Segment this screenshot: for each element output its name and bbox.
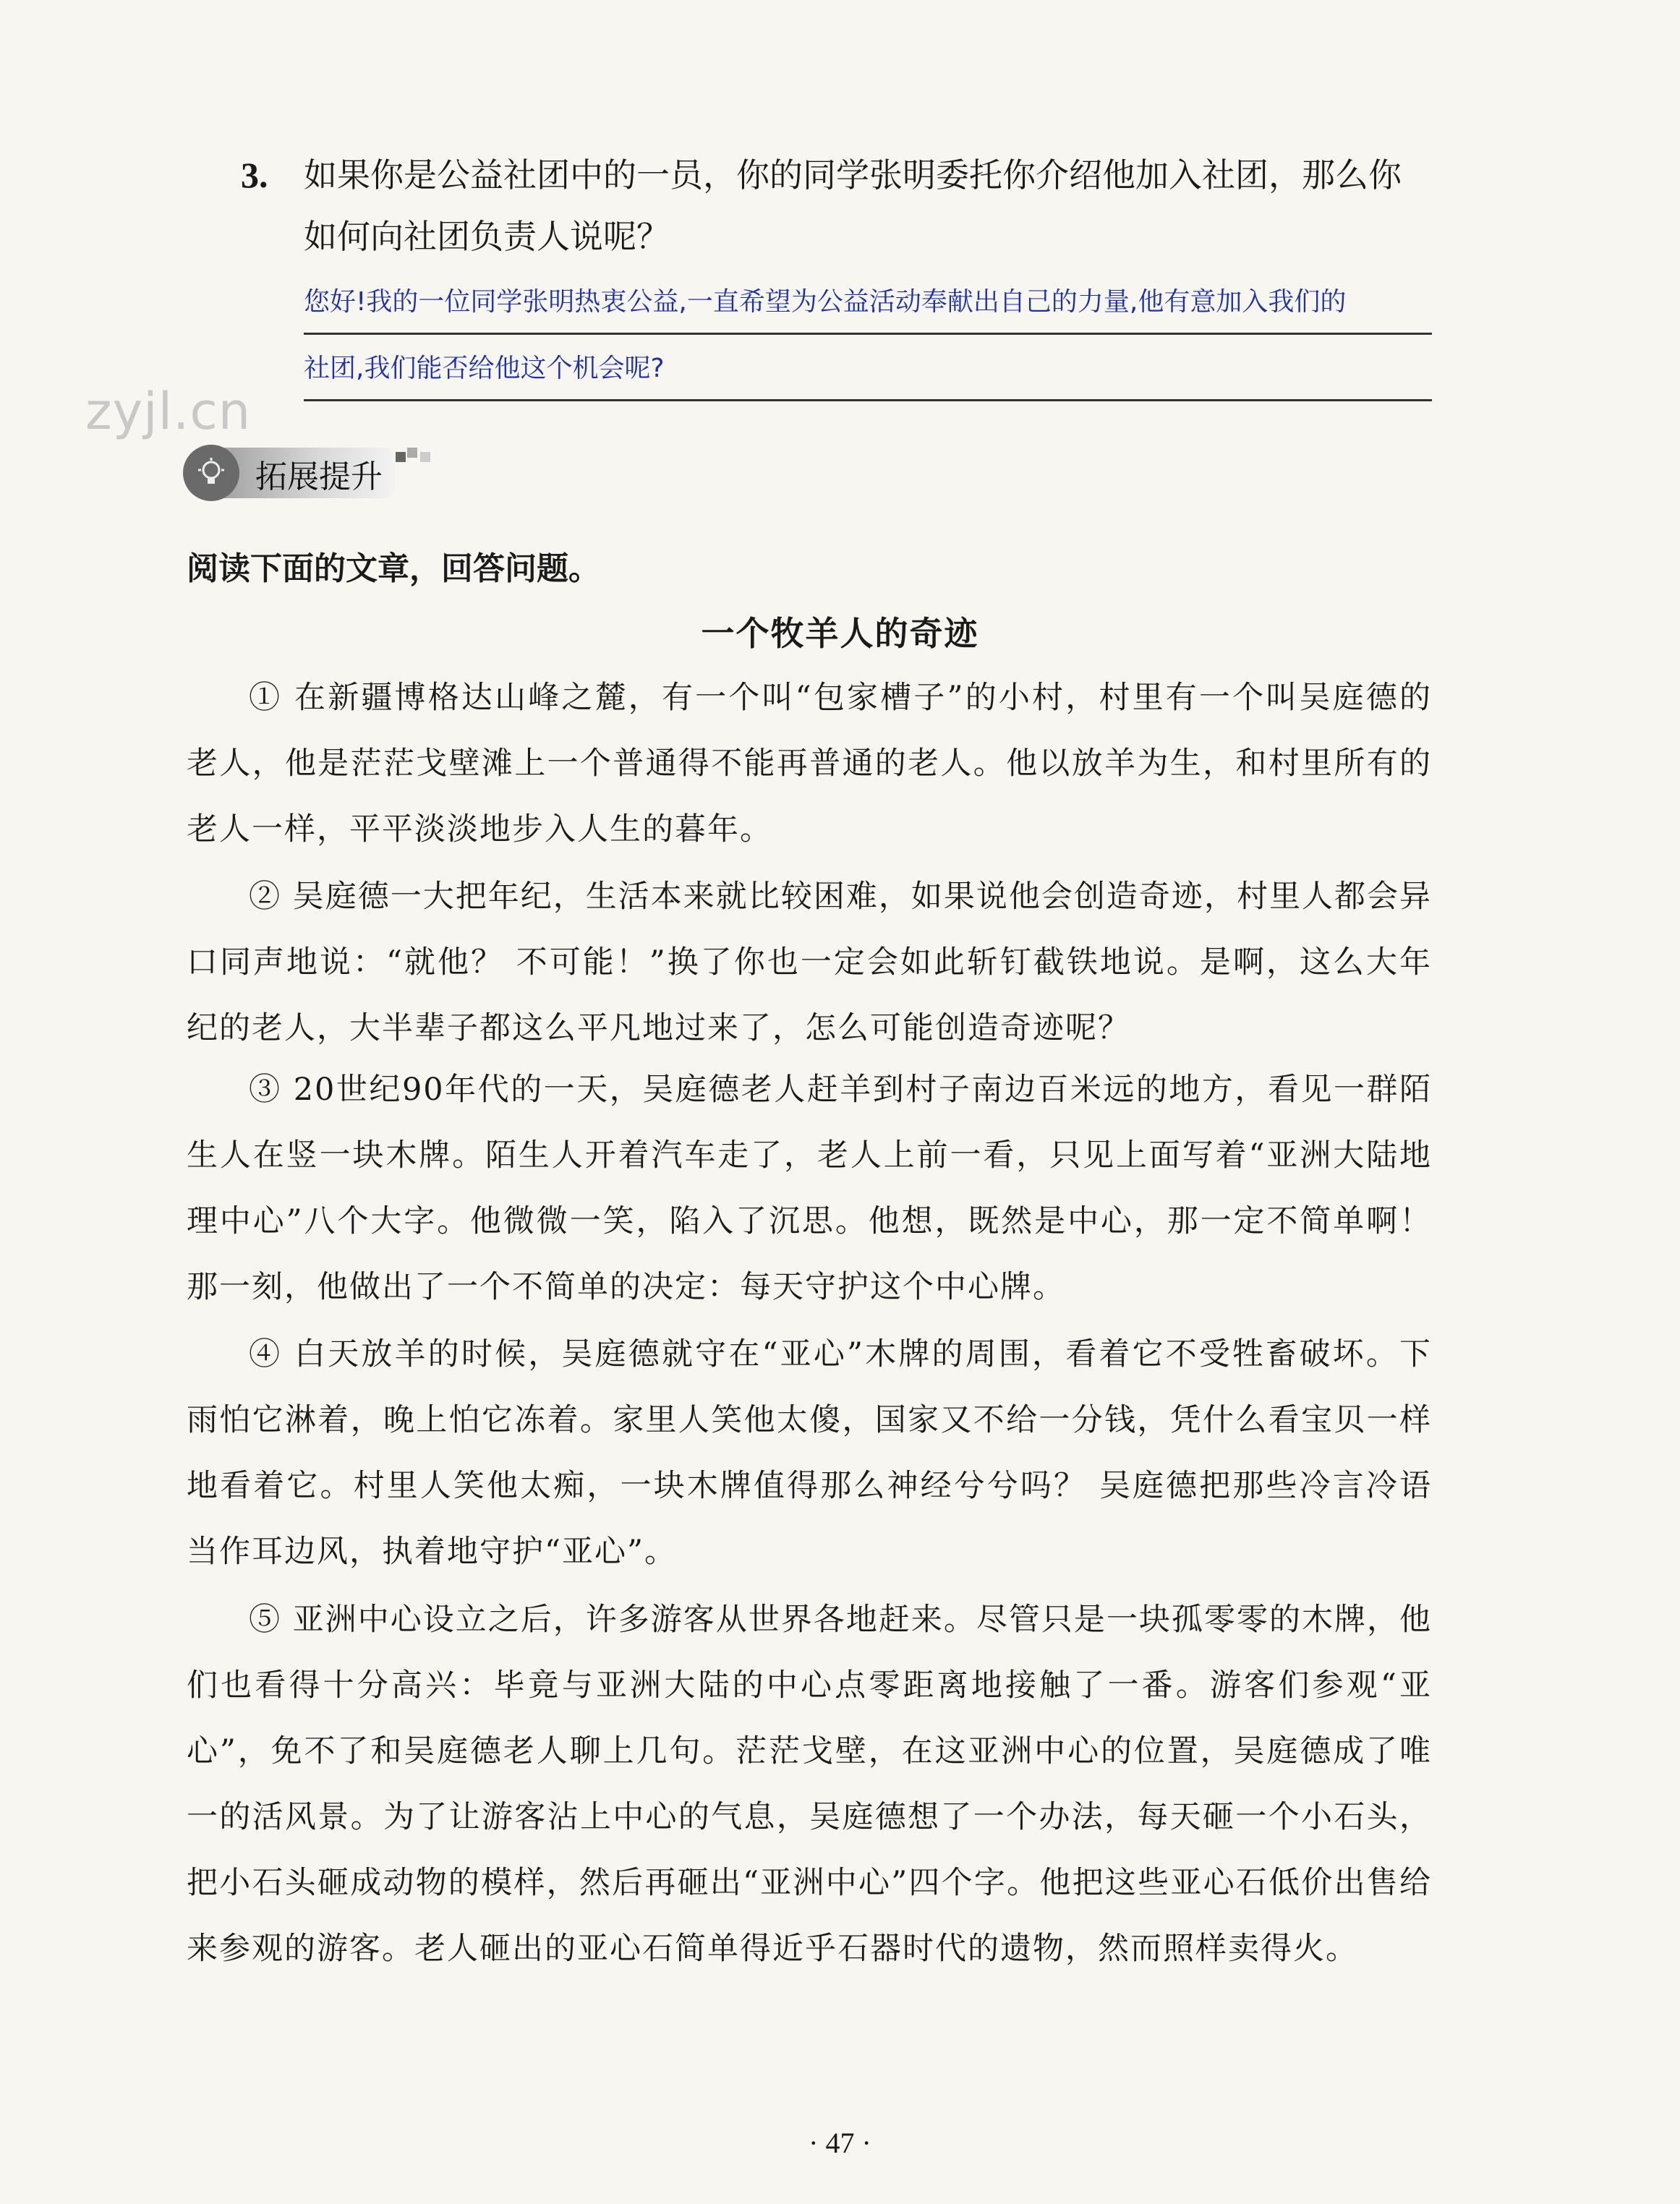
article-title: 一个牧羊人的奇迹 — [701, 614, 979, 653]
page-number: · 47 · — [809, 2127, 871, 2159]
decor-square — [420, 452, 430, 462]
article-paragraph-1: ① 在新疆博格达山峰之麓，有一个叫“包家槽子”的小村，村里有一个叫吴庭德的老人，他是茫茫戈壁滩上一个普通得不能再普通的老人。他以放羊为生，和村里所有的老人一样，平平淡淡地步入人生的暮年。 — [187, 680, 1432, 847]
question-number: 3. — [241, 155, 268, 195]
decor-square — [407, 448, 417, 458]
section-header — [177, 439, 434, 505]
watermark: zyjl.cn — [85, 382, 252, 441]
section-title: 拓展提升 — [255, 458, 383, 495]
article-paragraph-4: ④ 白天放羊的时候，吴庭德就守在“亚心”木牌的周围，看着它不受牲畜破坏。下雨怕它淋着，晚上怕它冻着。家里人笑他太傻，国家又不给一分钱，凭什么看宝贝一样地看着它。村里人笑他太痴，一块木牌值得那么神经兮兮吗？ 吴庭德把那些冷言冷语当作耳边风，执着地守护“亚心”。 — [187, 1336, 1432, 1570]
article-paragraph-2: ② 吴庭德一大把年纪，生活本来就比较困难，如果说他会创造奇迹，村里人都会异口同声地说：“就他？ 不可能！”换了你也一定会如此斩钉截铁地说。是啊，这么大年纪的老人，大半辈子都这么平凡地过来了，怎么可能创造奇迹呢？ — [187, 879, 1432, 1046]
reading-instruction: 阅读下面的文章，回答问题。 — [187, 550, 600, 587]
lightbulb-icon — [183, 445, 239, 501]
decor-square — [396, 452, 406, 462]
article-paragraph-3: ③ 20世纪90年代的一天，吴庭德老人赶羊到村子南边百米远的地方，看见一群陌生人在竖一块木牌。陌生人开着汽车走了，老人上前一看，只见上面写着“亚洲大陆地理中心”八个大字。他微微一笑，陷入了沉思。他想，既然是中心，那一定不简单啊！ 那一刻，他做出了一个不简单的决定：每天守护这个中心牌。 — [187, 1072, 1432, 1305]
article-paragraph-5: ⑤ 亚洲中心设立之后，许多游客从世界各地赶来。尽管只是一块孤零零的木牌，他们也看得十分高兴：毕竟与亚洲大陆的中心点零距离地接触了一番。游客们参观“亚心”，免不了和吴庭德老人聊上几句。茫茫戈壁，在这亚洲中心的位置，吴庭德成了唯一的活风景。为了让游客沾上中心的气息，吴庭德想了一个办法，每天砸一个小石头，把小石头砸成动物的模样，然后再砸出“亚洲中心”四个字。他把这些亚心石低价出售给来参观的游客。老人砸出的亚心石简单得近乎石器时代的遗物，然而照样卖得火。 — [187, 1602, 1432, 1967]
answer-line-1: 您好!我的一位同学张明热衷公益,一直希望为公益活动奉献出自己的力量,他有意加入我们的 — [304, 281, 1432, 335]
answer-line-2: 社团,我们能否给他这个机会呢? — [304, 347, 1432, 401]
question-3 — [241, 145, 1432, 268]
question-text: 如果你是公益社团中的一员，你的同学张明委托你介绍他加入社团，那么你如何向社团负责人说呢？ — [304, 155, 1402, 256]
